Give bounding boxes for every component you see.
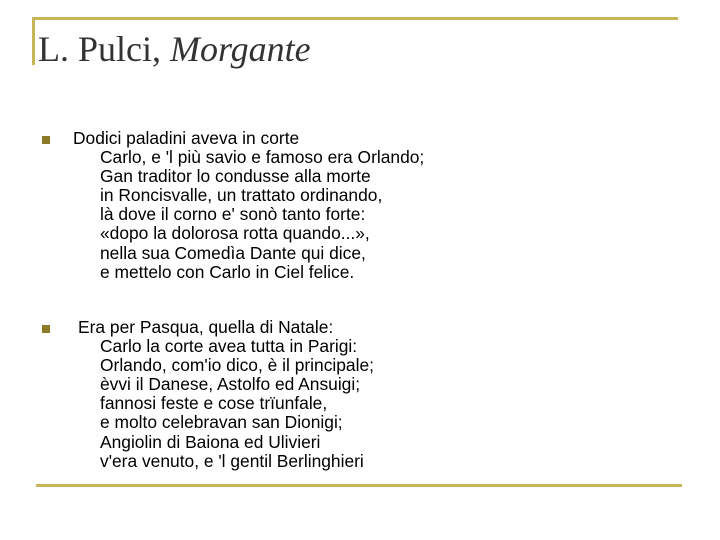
title-work: Morgante <box>170 29 311 69</box>
verse-line: nella sua Comedìa Dante qui dice, <box>100 242 366 263</box>
verse-line: Angiolin di Baiona ed Ulivieri <box>100 431 321 452</box>
frame-bottom-rule <box>36 484 682 487</box>
verse-line: Era per Pasqua, quella di Natale: <box>78 317 334 337</box>
page-title <box>38 30 311 70</box>
verse-line: fannosi feste e cose trïunfale, <box>100 393 328 414</box>
stanza-2 <box>0 318 374 471</box>
verse-line: Orlando, com'io dico, è il principale; <box>100 355 374 376</box>
verse-line: Carlo, e 'l più savio e famoso era Orlando; <box>100 147 425 168</box>
frame-top-rule <box>32 17 678 20</box>
verse-line: là dove il corno e' sonò tanto forte: <box>100 204 366 225</box>
verse-line: Carlo la corte avea tutta in Parigi: <box>100 336 358 357</box>
verse-line: e mettelo con Carlo in Ciel felice. <box>100 261 355 282</box>
verse-line: Dodici paladini aveva in corte <box>73 128 300 148</box>
title-author: L. Pulci, <box>38 29 161 69</box>
frame-left-rule <box>32 17 35 65</box>
verse-line: v'era venuto, e 'l gentil Berlinghieri <box>100 450 364 471</box>
verse-line: èvvi il Danese, Astolfo ed Ansuigi; <box>100 374 361 395</box>
verse-line: in Roncisvalle, un trattato ordinando, <box>100 185 383 206</box>
stanza-1 <box>0 129 424 282</box>
verse-line: «dopo la dolorosa rotta quando...», <box>100 223 370 244</box>
verse-line: e molto celebravan san Dionigi; <box>100 412 343 433</box>
verse-line: Gan traditor lo condusse alla morte <box>100 166 371 187</box>
